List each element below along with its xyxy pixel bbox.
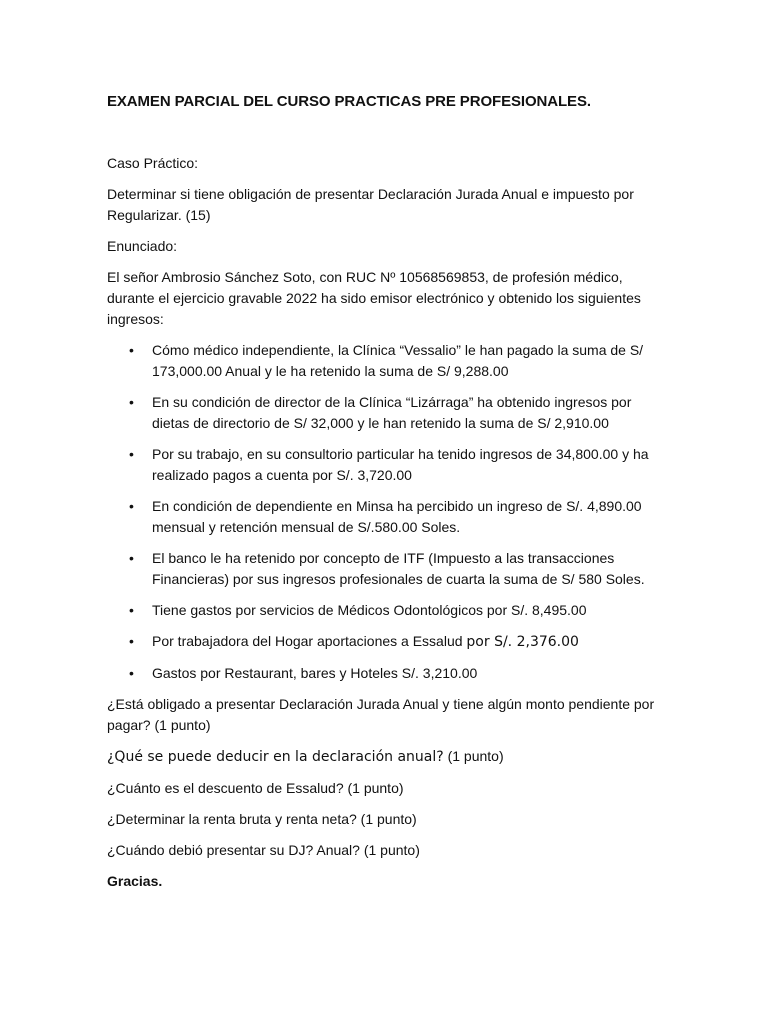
statement-label: Enunciado: (107, 238, 178, 254)
question-3: ¿Cuánto es el descuento de Essalud? (1 punto) (107, 780, 404, 796)
question-5: ¿Cuándo debió presentar su DJ? Anual? (1 punto) (107, 842, 420, 858)
bullet-icon: • (129, 342, 134, 358)
bullet-icon: • (129, 498, 134, 514)
list-item (107, 340, 667, 382)
bullet-icon: • (129, 665, 134, 681)
question-4: ¿Determinar la renta bruta y renta neta? (1 punto) (107, 811, 417, 827)
question-2 (107, 746, 667, 768)
income-list (107, 340, 667, 684)
list-item-text: Cómo médico independiente, la Clínica “Vessalio” le han pagado la suma de S/ 173,000.00 Anual y le ha retenido la suma de S/ 9,288.00 (152, 342, 644, 379)
bullet-icon: • (129, 633, 134, 649)
list-item-text: Gastos por Restaurant, bares y Hoteles S/. 3,210.00 (152, 665, 478, 681)
list-item-text: En condición de dependiente en Minsa ha percibido un ingreso de S/. 4,890.00 mensual y retención mensual de S/.580.00 Soles. (152, 498, 642, 535)
list-item (107, 548, 667, 590)
bullet-icon: • (129, 550, 134, 566)
list-item (107, 663, 667, 684)
case-label: Caso Práctico: (107, 155, 199, 171)
document-page (107, 91, 667, 902)
closing-text: Gracias. (107, 873, 163, 889)
statement-text: El señor Ambrosio Sánchez Soto, con RUC Nº 10568569853, de profesión médico, durante el ejercicio gravable 2022 ha sido emisor electrónico y obtenido los siguientes ingresos: (107, 269, 641, 327)
list-item-text: El banco le ha retenido por concepto de ITF (Impuesto a las transacciones Financieras) por sus ingresos profesionales de cuarta la suma de S/ 580 Soles. (152, 550, 645, 587)
question-2-points: (1 punto) (443, 748, 504, 764)
bullet-icon: • (129, 602, 134, 618)
list-item-text: Por su trabajo, en su consultorio particular ha tenido ingresos de 34,800.00 y ha realizado pagos a cuenta por S/. 3,720.00 (152, 446, 649, 483)
list-item-text: Por trabajadora del Hogar aportaciones a Essalud (152, 633, 467, 649)
list-item-text: Tiene gastos por servicios de Médicos Odontológicos por S/. 8,495.00 (152, 602, 587, 618)
bullet-icon: • (129, 446, 134, 462)
question-1: ¿Está obligado a presentar Declaración Jurada Anual y tiene algún monto pendiente por pagar? (1 punto) (107, 696, 655, 733)
list-item (107, 392, 667, 434)
list-item-text: En su condición de director de la Clínica “Lizárraga” ha obtenido ingresos por dietas de directorio de S/ 32,000 y le han retenido la suma de S/ 2,910.00 (152, 394, 632, 431)
document-title: EXAMEN PARCIAL DEL CURSO PRACTICAS PRE PROFESIONALES. (107, 93, 591, 110)
question-2-lead: ¿Qué se puede deducir en la declaración anual? (107, 749, 444, 765)
list-item (107, 444, 667, 486)
list-item (107, 631, 667, 653)
instruction-text: Determinar si tiene obligación de presentar Declaración Jurada Anual e impuesto por Regularizar. (15) (107, 186, 634, 223)
list-item-amount: por S/. 2,376.00 (466, 634, 579, 650)
list-item (107, 600, 667, 621)
list-item (107, 496, 667, 538)
bullet-icon: • (129, 394, 134, 410)
